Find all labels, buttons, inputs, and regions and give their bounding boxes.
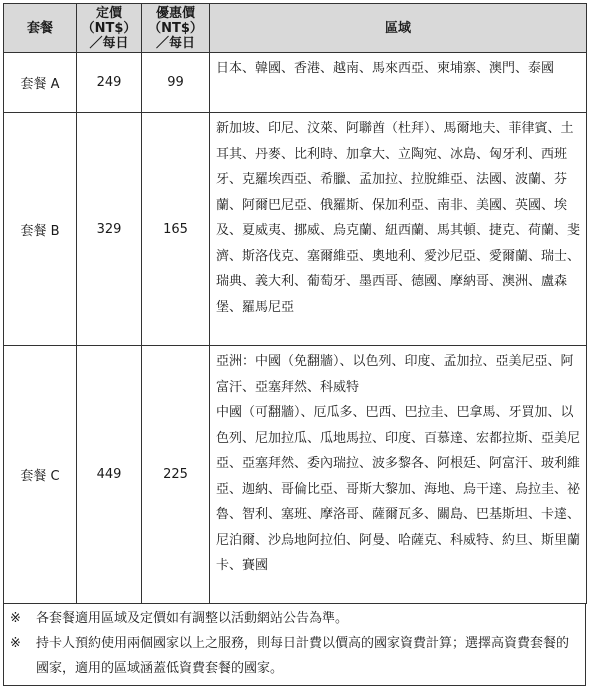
promo-price: 225: [142, 346, 210, 604]
plan-name: 套餐 B: [4, 113, 77, 346]
reference-mark: ※: [10, 636, 21, 651]
promo-price: 99: [142, 53, 210, 113]
table-row: [4, 346, 587, 604]
table-row: [4, 53, 587, 113]
footnotes: [3, 604, 586, 686]
promo-price: 165: [142, 113, 210, 346]
plan-name: 套餐 A: [4, 53, 77, 113]
header-list-price: 定價 （NT$） ／每日: [77, 4, 142, 53]
table-row: [4, 113, 587, 346]
list-price: 329: [77, 113, 142, 346]
region-list: 亞洲：中國（免翻牆）、以色列、印度、孟加拉、亞美尼亞、阿富汗、亞塞拜然、科威特 中國（可翻牆）、厄瓜多、巴西、巴拉圭、巴拿馬、牙買加、以色列、尼加拉瓜、瓜地馬拉、印度、百慕達、宏都拉斯、亞美尼亞、亞塞拜然、委內瑞拉、波多黎各、阿根廷、阿富汗、玻利維亞、迦納、哥倫比亞、哥斯大黎加、海地、烏干達、烏拉圭、祕魯、智利、塞班、摩洛哥、薩爾瓦多、關島、巴基斯坦、卡達、尼泊爾、沙烏地阿拉伯、阿曼、哈薩克、科威特、約旦、斯里蘭卡、賽國: [210, 346, 587, 604]
table-header-row: [4, 4, 587, 53]
header-plan: 套餐: [4, 4, 77, 53]
list-price: 249: [77, 53, 142, 113]
region-list: 新加坡、印尼、汶萊、阿聯酋（杜拜）、馬爾地夫、菲律賓、土耳其、丹麥、比利時、加拿大、立陶宛、冰島、匈牙利、西班牙、克羅埃西亞、希臘、孟加拉、拉脫維亞、法國、波蘭、芬蘭、阿爾巴尼亞、俄羅斯、保加利亞、南非、美國、英國、埃及、夏威夷、挪威、烏克蘭、紐西蘭、馬其頓、捷克、荷蘭、斐濟、斯洛伐克、塞爾維亞、奧地利、愛沙尼亞、愛爾蘭、瑞士、瑞典、義大利、葡萄牙、墨西哥、德國、摩納哥、澳洲、盧森堡、羅馬尼亞: [210, 113, 587, 346]
pricing-document: [3, 3, 586, 686]
footnote: [10, 606, 579, 631]
header-promo-price: 優惠價 （NT$） ／每日: [142, 4, 210, 53]
reference-mark: ※: [10, 611, 21, 626]
plan-pricing-table: [3, 3, 587, 604]
header-region: 區域: [210, 4, 587, 53]
footnote-text: 持卡人預約使用兩個國家以上之服務，則每日計費以價高的國家資費計算；選擇高資費套餐的國家，適用的區域涵蓋低資費套餐的國家。: [36, 636, 570, 676]
region-list: 日本、韓國、香港、越南、馬來西亞、柬埔寨、澳門、泰國: [210, 53, 587, 113]
list-price: 449: [77, 346, 142, 604]
footnote-text: 各套餐適用區域及定價如有調整以活動網站公告為準。: [36, 611, 349, 626]
plan-name: 套餐 C: [4, 346, 77, 604]
footnote: [10, 631, 579, 681]
